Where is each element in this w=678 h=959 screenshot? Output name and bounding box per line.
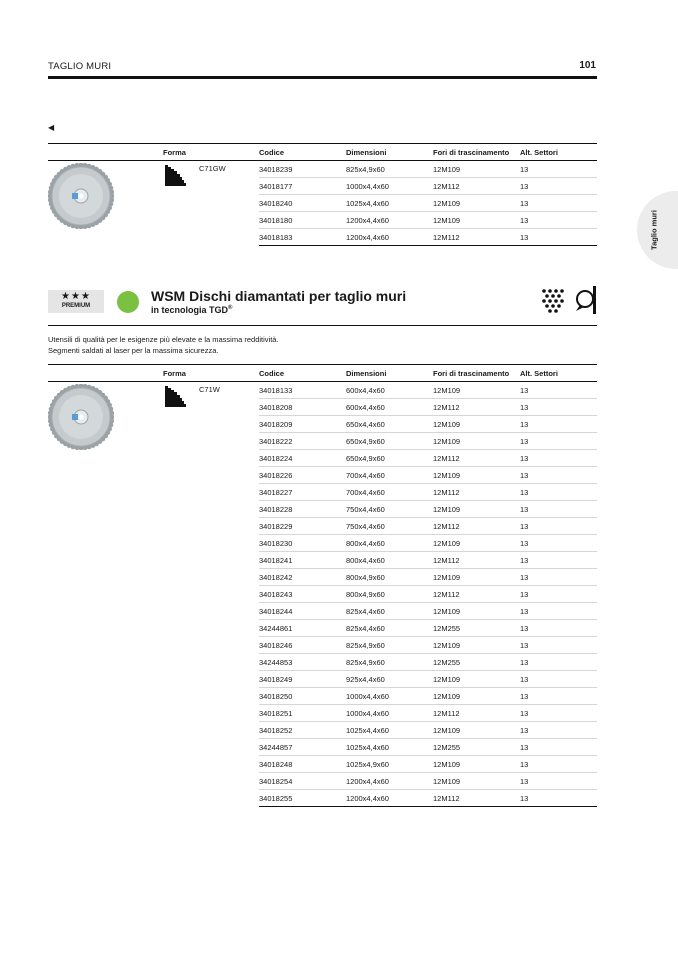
cell-alt: 13 xyxy=(520,586,597,603)
cell-alt: 13 xyxy=(520,671,597,688)
cell-codice: 34018251 xyxy=(259,705,346,722)
header-forma: Forma xyxy=(163,365,259,382)
product-table-c71gw xyxy=(48,143,597,246)
cell-dimensioni: 750x4,4x60 xyxy=(346,518,433,535)
cell-fori: 12M255 xyxy=(433,739,520,756)
cell-dimensioni: 1000x4,4x60 xyxy=(346,178,433,195)
cell-alt: 13 xyxy=(520,161,597,178)
cell-dimensioni: 1025x4,4x60 xyxy=(346,739,433,756)
cell-fori: 12M112 xyxy=(433,705,520,722)
cell-fori: 12M112 xyxy=(433,552,520,569)
cell-fori: 12M109 xyxy=(433,467,520,484)
cell-dimensioni: 650x4,9x60 xyxy=(346,450,433,467)
cell-codice: 34018177 xyxy=(259,178,346,195)
cell-dimensioni: 1000x4,4x60 xyxy=(346,705,433,722)
cell-codice: 34018133 xyxy=(259,382,346,399)
cell-alt: 13 xyxy=(520,518,597,535)
cell-fori: 12M109 xyxy=(433,535,520,552)
cell-codice: 34018241 xyxy=(259,552,346,569)
header-alt: Alt. Settori xyxy=(520,144,597,161)
cell-alt: 13 xyxy=(520,450,597,467)
cell-alt: 13 xyxy=(520,722,597,739)
cell-fori: 12M109 xyxy=(433,416,520,433)
cell-fori: 12M109 xyxy=(433,756,520,773)
diamond-blade-icon xyxy=(48,163,114,229)
header-fori: Fori di trascinamento xyxy=(433,144,520,161)
cell-fori: 12M112 xyxy=(433,484,520,501)
cell-codice: 34018240 xyxy=(259,195,346,212)
cell-alt: 13 xyxy=(520,552,597,569)
cell-dimensioni: 700x4,4x60 xyxy=(346,467,433,484)
cell-alt: 13 xyxy=(520,399,597,416)
cell-fori: 12M255 xyxy=(433,620,520,637)
back-arrow-icon[interactable]: ◀ xyxy=(48,123,55,132)
cell-codice: 34018224 xyxy=(259,450,346,467)
header-rule xyxy=(48,76,597,79)
section-subtitle xyxy=(151,305,232,315)
cell-dimensioni: 1025x4,4x60 xyxy=(346,195,433,212)
cell-alt: 13 xyxy=(520,416,597,433)
cell-codice: 34018255 xyxy=(259,790,346,807)
cell-codice: 34018208 xyxy=(259,399,346,416)
cell-alt: 13 xyxy=(520,229,597,246)
cell-dimensioni: 1200x4,4x60 xyxy=(346,773,433,790)
premium-stars: ★★★ xyxy=(61,291,91,302)
cell-dimensioni: 650x4,9x60 xyxy=(346,433,433,450)
section-rule xyxy=(48,325,597,326)
cell-dimensioni: 1025x4,4x60 xyxy=(346,722,433,739)
model-cell xyxy=(199,161,259,246)
cell-dimensioni: 1200x4,4x60 xyxy=(346,212,433,229)
cell-codice: 34018246 xyxy=(259,637,346,654)
cell-alt: 13 xyxy=(520,705,597,722)
cell-fori: 12M112 xyxy=(433,586,520,603)
description-line-2: Segmenti saldati al laser per la massima sicurezza. xyxy=(48,345,219,355)
cell-alt: 13 xyxy=(520,535,597,552)
table-row xyxy=(48,382,597,399)
cell-fori: 12M109 xyxy=(433,671,520,688)
cell-fori: 12M255 xyxy=(433,654,520,671)
cell-alt: 13 xyxy=(520,484,597,501)
header-codice: Codice xyxy=(259,144,346,161)
description-line-1: Utensili di qualità per le esigenze più elevate e la massima redditività. xyxy=(48,335,279,344)
cell-dimensioni: 825x4,9x60 xyxy=(346,161,433,178)
cell-fori: 12M109 xyxy=(433,501,520,518)
table-row xyxy=(48,161,597,178)
cell-codice: 34018252 xyxy=(259,722,346,739)
cell-dimensioni: 825x4,9x60 xyxy=(346,637,433,654)
blade-image-cell xyxy=(48,161,163,246)
cell-dimensioni: 925x4,4x60 xyxy=(346,671,433,688)
cell-alt: 13 xyxy=(520,688,597,705)
cell-codice: 34244853 xyxy=(259,654,346,671)
cell-dimensioni: 825x4,9x60 xyxy=(346,654,433,671)
model-label: C71GW xyxy=(199,164,226,173)
cell-dimensioni: 750x4,4x60 xyxy=(346,501,433,518)
cell-codice: 34018183 xyxy=(259,229,346,246)
cell-dimensioni: 700x4,4x60 xyxy=(346,484,433,501)
wall-saw-icon xyxy=(576,286,596,314)
cell-codice: 34018249 xyxy=(259,671,346,688)
cell-fori: 12M109 xyxy=(433,603,520,620)
cell-dimensioni: 600x4,4x60 xyxy=(346,382,433,399)
header-forma: Forma xyxy=(163,144,259,161)
section-description xyxy=(48,335,279,356)
cell-dimensioni: 825x4,4x60 xyxy=(346,620,433,637)
page-header-title: TAGLIO MURI xyxy=(48,61,112,72)
cell-fori: 12M109 xyxy=(433,433,520,450)
cell-fori: 12M109 xyxy=(433,773,520,790)
cell-fori: 12M112 xyxy=(433,399,520,416)
cell-fori: 12M112 xyxy=(433,518,520,535)
cell-codice: 34018229 xyxy=(259,518,346,535)
cell-codice: 34018180 xyxy=(259,212,346,229)
blade-image-cell xyxy=(48,382,163,807)
header-alt: Alt. Settori xyxy=(520,365,597,382)
cell-alt: 13 xyxy=(520,654,597,671)
cell-fori: 12M109 xyxy=(433,212,520,229)
cell-dimensioni: 1200x4,4x60 xyxy=(346,790,433,807)
cell-codice: 34244857 xyxy=(259,739,346,756)
form-cell xyxy=(163,382,199,807)
cell-alt: 13 xyxy=(520,382,597,399)
cell-dimensioni: 1000x4,4x60 xyxy=(346,688,433,705)
cell-fori: 12M112 xyxy=(433,178,520,195)
form-cell xyxy=(163,161,199,246)
cell-codice: 34244861 xyxy=(259,620,346,637)
cell-fori: 12M109 xyxy=(433,569,520,586)
cell-dimensioni: 825x4,4x60 xyxy=(346,603,433,620)
cell-alt: 13 xyxy=(520,790,597,807)
registered-mark: ® xyxy=(228,305,233,311)
cell-fori: 12M112 xyxy=(433,450,520,467)
cell-dimensioni: 1025x4,9x60 xyxy=(346,756,433,773)
cell-alt: 13 xyxy=(520,195,597,212)
cell-codice: 34018254 xyxy=(259,773,346,790)
header-image-spacer xyxy=(48,365,163,382)
header-dimensioni: Dimensioni xyxy=(346,144,433,161)
cell-dimensioni: 800x4,9x60 xyxy=(346,569,433,586)
cell-codice: 34018243 xyxy=(259,586,346,603)
header-codice: Codice xyxy=(259,365,346,382)
diamond-blade-icon xyxy=(48,384,114,450)
cell-codice: 34018248 xyxy=(259,756,346,773)
cell-dimensioni: 800x4,4x60 xyxy=(346,535,433,552)
premium-badge xyxy=(48,290,104,313)
cell-alt: 13 xyxy=(520,773,597,790)
cell-codice: 34018227 xyxy=(259,484,346,501)
header-image-spacer xyxy=(48,144,163,161)
cell-alt: 13 xyxy=(520,739,597,756)
cell-codice: 34018222 xyxy=(259,433,346,450)
cell-alt: 13 xyxy=(520,501,597,518)
cell-dimensioni: 800x4,4x60 xyxy=(346,552,433,569)
model-label: C71W xyxy=(199,385,220,394)
cell-codice: 34018242 xyxy=(259,569,346,586)
cell-fori: 12M109 xyxy=(433,637,520,654)
premium-label: PREMIUM xyxy=(61,303,91,309)
cell-dimensioni: 800x4,9x60 xyxy=(346,586,433,603)
segment-form-icon xyxy=(163,163,187,187)
cell-alt: 13 xyxy=(520,756,597,773)
page-number: 101 xyxy=(579,60,596,71)
cell-alt: 13 xyxy=(520,637,597,654)
cell-alt: 13 xyxy=(520,433,597,450)
model-cell xyxy=(199,382,259,807)
cell-codice: 34018250 xyxy=(259,688,346,705)
cell-alt: 13 xyxy=(520,620,597,637)
cell-alt: 13 xyxy=(520,467,597,484)
segment-form-icon xyxy=(163,384,187,408)
cell-fori: 12M109 xyxy=(433,161,520,178)
green-quality-dot xyxy=(117,291,139,313)
cell-codice: 34018244 xyxy=(259,603,346,620)
cell-fori: 12M109 xyxy=(433,382,520,399)
cell-dimensioni: 1200x4,4x60 xyxy=(346,229,433,246)
cell-fori: 12M109 xyxy=(433,195,520,212)
cell-fori: 12M109 xyxy=(433,722,520,739)
masonry-pattern-icon xyxy=(540,285,598,315)
header-dimensioni: Dimensioni xyxy=(346,365,433,382)
cell-alt: 13 xyxy=(520,212,597,229)
product-table-c71w xyxy=(48,364,597,807)
cell-codice: 34018239 xyxy=(259,161,346,178)
cell-codice: 34018230 xyxy=(259,535,346,552)
cell-fori: 12M109 xyxy=(433,688,520,705)
cell-fori: 12M112 xyxy=(433,229,520,246)
cell-alt: 13 xyxy=(520,178,597,195)
side-tab-label: Taglio muri xyxy=(649,210,659,250)
cell-fori: 12M112 xyxy=(433,790,520,807)
application-icons xyxy=(540,285,598,315)
section-title: WSM Dischi diamantati per taglio muri xyxy=(151,288,407,304)
cell-codice: 34018209 xyxy=(259,416,346,433)
cell-codice: 34018228 xyxy=(259,501,346,518)
cell-alt: 13 xyxy=(520,569,597,586)
cell-dimensioni: 650x4,4x60 xyxy=(346,416,433,433)
cell-codice: 34018226 xyxy=(259,467,346,484)
header-fori: Fori di trascinamento xyxy=(433,365,520,382)
cell-dimensioni: 600x4,4x60 xyxy=(346,399,433,416)
section-subtitle-text: in tecnologia TGD xyxy=(151,305,229,315)
cell-alt: 13 xyxy=(520,603,597,620)
